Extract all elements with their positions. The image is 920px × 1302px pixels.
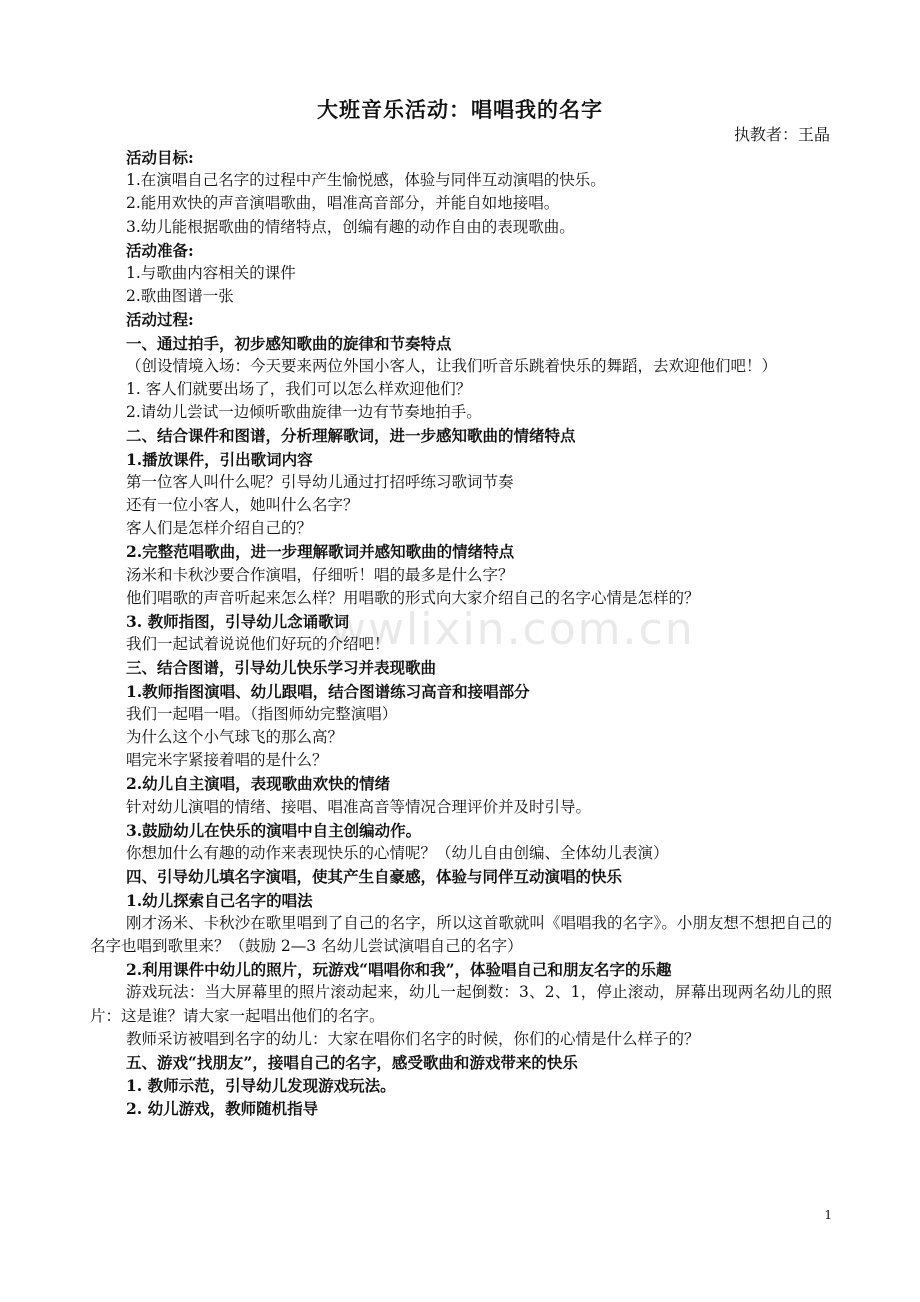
paragraph-text: 刚才汤米、卡秋沙在歌里唱到了自己的名字，所以这首歌就叫《唱唱我的名字》。小朋友想不想把自己的名字也唱到歌里来？（鼓励 2—3 名幼儿尝试演唱自己的名字）: [90, 913, 832, 955]
paragraph-line: 1.与歌曲内容相关的课件: [126, 264, 296, 283]
subsection-heading: 1.幼儿探索自己名字的唱法: [126, 890, 313, 910]
section-heading: 活动目标:: [126, 148, 194, 167]
subsection-heading: 1.播放课件，引出歌词内容: [126, 449, 313, 469]
subsection-heading: 2. 幼儿游戏，教师随机指导: [126, 1099, 319, 1119]
paragraph-line: 2.歌曲图谱一张: [126, 287, 234, 306]
subsection-heading: 2.幼儿自主演唱，表现歌曲欢快的情绪: [126, 774, 391, 794]
subsection-heading: 2.完整范唱歌曲，进一步理解歌词并感知歌曲的情绪特点: [126, 542, 515, 562]
subsection-heading: 2.利用课件中幼儿的照片，玩游戏“唱唱你和我”，体验唱自己和朋友名字的乐趣: [126, 960, 672, 980]
paragraph-line: 2.请幼儿尝试一边倾听歌曲旋律一边有节奏地拍手。: [126, 403, 482, 422]
section-heading: 二、结合课件和图谱，分析理解歌词，进一步感知歌曲的情绪特点: [126, 426, 576, 446]
section-heading: 五、游戏“找朋友”，接唱自己的名字，感受歌曲和游戏带来的快乐: [126, 1052, 578, 1072]
paragraph-line: 2.能用欢快的声音演唱歌曲，唱准高音部分，并能自如地接唱。: [126, 194, 560, 213]
paragraph-line: 他们唱歌的声音听起来怎么样？用唱歌的形式向大家介绍自己的名字心情是怎样的？: [126, 588, 700, 607]
author-line: 执教者：王晶: [733, 125, 830, 144]
subsection-heading: 1. 教师示范，引导幼儿发现游戏玩法。: [126, 1076, 396, 1096]
paragraph-line: 我们一起唱一唱。（指图师幼完整演唱）: [126, 704, 398, 723]
paragraph-line: 第一位客人叫什么呢？引导幼儿通过打招呼练习歌词节奏: [126, 472, 514, 491]
paragraph-line: 1. 客人们就要出场了，我们可以怎么样欢迎他们？: [126, 380, 472, 399]
paragraph-line: 客人们是怎样介绍自己的？: [126, 519, 313, 538]
paragraph-line: 3.幼儿能根据歌曲的情绪特点，创编有趣的动作自由的表现歌曲。: [126, 217, 575, 236]
paragraph-line: 我们一起试着说说他们好玩的介绍吧！: [126, 635, 390, 654]
paragraph-text: （创设情境入场：今天要来两位外国小客人，让我们听音乐跳着快乐的舞蹈，去欢迎他们吧！）: [126, 356, 778, 375]
page-number: 1: [824, 1208, 832, 1222]
watermark: wwlixin.com.cn: [330, 604, 695, 655]
paragraph-line: 教师采访被唱到名字的幼儿：大家在唱你们名字的时候，你们的心情是什么样子的？: [126, 1029, 700, 1048]
section-heading: 一、通过拍手，初步感知歌曲的旋律和节奏特点: [126, 333, 452, 353]
page-title: 大班音乐活动：唱唱我的名字: [317, 97, 603, 122]
subsection-heading: 3. 教师指图，引导幼儿念诵歌词: [126, 612, 350, 632]
subsection-heading: 3.鼓励幼儿在快乐的演唱中自主创编动作。: [126, 820, 422, 840]
section-heading: 活动过程:: [126, 310, 194, 330]
section-heading: 活动准备:: [126, 240, 194, 260]
paragraph-line: 为什么这个小气球飞的那么高？: [126, 728, 344, 747]
paragraph-line: 1.在演唱自己名字的过程中产生愉悦感，体验与同伴互动演唱的快乐。: [126, 171, 606, 190]
section-heading: 四、引导幼儿填名字演唱，使其产生自豪感，体验与同伴互动演唱的快乐: [126, 867, 623, 887]
paragraph-line: 你想加什么有趣的动作来表现快乐的心情呢？（幼儿自由创编、全体幼儿表演）: [126, 844, 669, 863]
subsection-heading: 1.教师指图演唱、幼儿跟唱，结合图谱练习高音和接唱部分: [126, 681, 530, 701]
paragraph-line: 汤米和卡秋沙要合作演唱，仔细听！唱的最多是什么字？: [126, 565, 514, 584]
paragraph-line: 针对幼儿演唱的情绪、接唱、唱准高音等情况合理评价并及时引导。: [126, 797, 592, 816]
paragraph-line: 唱完米字紧接着唱的是什么？: [126, 751, 328, 770]
paragraph-text: 游戏玩法：当大屏幕里的照片滚动起来，幼儿一起倒数：3、2、1，停止滚动，屏幕出现两名幼儿的照片：这是谁？请大家一起唱出他们的名字。: [90, 983, 832, 1025]
document-body: [90, 146, 832, 1121]
section-heading: 三、结合图谱，引导幼儿快乐学习并表现歌曲: [126, 658, 437, 678]
paragraph-line: 还有一位小客人，她叫什么名字？: [126, 496, 359, 515]
